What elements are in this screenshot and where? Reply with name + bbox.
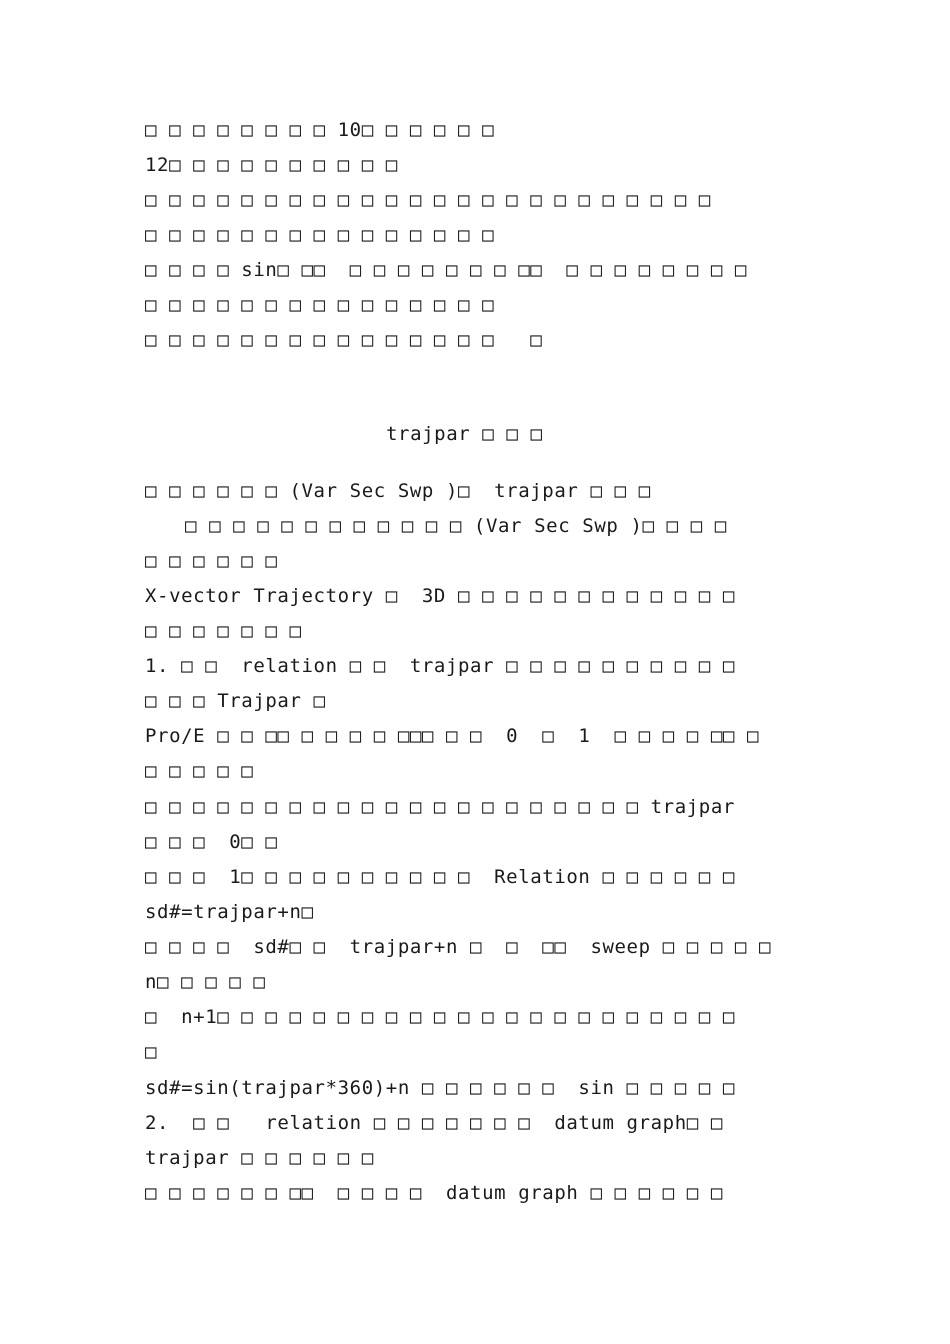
text-line: □ □ □ □ □	[145, 760, 254, 782]
text-line: □ □ □ Trajpar □	[145, 690, 326, 712]
text-line: □ □ □ □ □ □ □	[145, 620, 302, 642]
text-line: □ □ □ □ □ □ □ □ 10□ □ □ □ □ □	[145, 119, 495, 141]
text-line: □ □ □ 1□ □ □ □ □ □ □ □ □ □ Relation □ □ □ □ □ □	[145, 866, 735, 888]
text-line: X-vector Trajectory □ 3D □ □ □ □ □ □ □ □ □ □ □ □	[145, 585, 735, 607]
text-line: trajpar □ □ □ □ □ □	[145, 1147, 374, 1169]
section-heading: trajpar □ □ □	[386, 423, 543, 445]
text-line: □ □ □ □ □ □ □ □ □ □ □ □ □ □ □ □ □ □ □ □ □ □ □ □	[145, 189, 711, 211]
text-line: □ □ □ □ □ □ □ □ □ □ □ □ (Var Sec Swp )□ □ □ □	[185, 515, 727, 537]
text-line: □ n+1□ □ □ □ □ □ □ □ □ □ □ □ □ □ □ □ □ □ □ □ □ □	[145, 1006, 735, 1028]
text-line: □ □ □ □ □ □ (Var Sec Swp )□ trajpar □ □ □	[145, 480, 651, 502]
text-line: □ □ □ □ □ □ □ □ □ □ □ □ □ □ □ □	[145, 329, 543, 351]
text-line: □ □ □ □ □ □ □ □ □ □ □ □ □ □ □ □ □ □ □ □ □ trajpar	[145, 796, 735, 818]
text-line: □ □ □ □ □ □ □ □ □ □ □ □ □ □ □	[145, 224, 495, 246]
text-line: n□ □ □ □ □	[145, 971, 266, 993]
text-line: 12□ □ □ □ □ □ □ □ □ □	[145, 154, 398, 176]
text-line: □ □ □ □ □ □	[145, 550, 278, 572]
text-line: □ □ □ □ □ □ □ □ □ □ □ □ □ □ □	[145, 294, 495, 316]
text-line: sd#=sin(trajpar*360)+n □ □ □ □ □ □ sin □ □ □ □ □	[145, 1077, 735, 1099]
text-line: □	[145, 1041, 158, 1063]
text-line: 2. □ □ relation □ □ □ □ □ □ □ datum graph□ □	[145, 1112, 723, 1134]
text-line: sd#=trajpar+n□	[145, 901, 314, 923]
text-line: □ □ □ □ □ □ □□ □ □ □ □ datum graph □ □ □ □ □ □	[145, 1182, 723, 1204]
text-line: □ □ □ 0□ □	[145, 831, 278, 853]
text-line: Pro/E □ □ □□ □ □ □ □ □□□ □ □ 0 □ 1 □ □ □ □ □□ □	[145, 725, 759, 747]
text-line: □ □ □ □ sin□ □□ □ □ □ □ □ □ □ □□ □ □ □ □ □ □ □ □	[145, 259, 747, 281]
text-line: □ □ □ □ sd#□ □ trajpar+n □ □ □□ sweep □ □ □ □ □	[145, 936, 772, 958]
text-line: 1. □ □ relation □ □ trajpar □ □ □ □ □ □ □ □ □ □	[145, 655, 735, 677]
